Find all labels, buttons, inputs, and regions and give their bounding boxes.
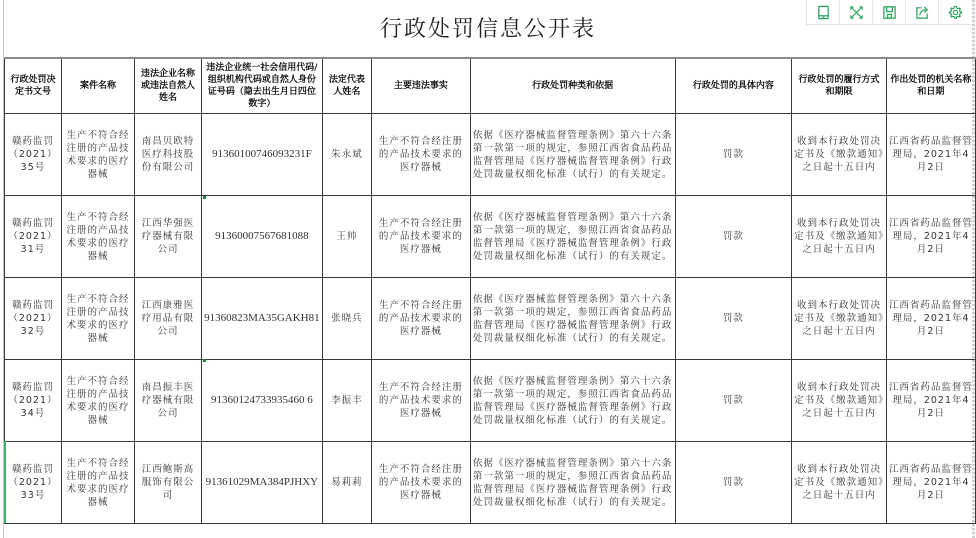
cell-party[interactable]: 江西康雅医疗用品有限公司	[134, 278, 201, 360]
save-icon	[882, 5, 897, 20]
document-title: 行政处罚信息公开表	[379, 17, 596, 42]
cell-comment-marker	[203, 359, 206, 362]
tablet-icon	[816, 5, 831, 20]
cell-authority-date[interactable]: 江西省药品监督管理局，2021年4月2日	[886, 360, 975, 442]
header-party[interactable]: 违法企业名称或违法自然人姓名	[134, 58, 201, 114]
cell-comment-marker	[203, 196, 206, 199]
cell-penalty[interactable]: 罚款	[675, 360, 791, 442]
header-credit-code[interactable]: 违法企业统一社会信用代码/组织机构代码或自然人身份证号码（隐去出生月日四位数字）	[202, 58, 323, 114]
fullscreen-button[interactable]	[840, 0, 873, 24]
cell-credit-code[interactable]: 91360823MA35GAKH81	[202, 278, 323, 360]
gear-icon	[948, 5, 963, 20]
cell-legal-rep[interactable]: 朱永斌	[322, 114, 371, 196]
cell-doc-no[interactable]: 赣药监罚（2021）32号	[5, 278, 62, 360]
cell-fulfillment[interactable]: 收到本行政处罚决定书及《缴款通知》之日起十五日内	[792, 196, 887, 278]
cell-penalty[interactable]: 罚款	[675, 196, 791, 278]
cell-doc-no[interactable]: 赣药监罚（2021）34号	[5, 360, 62, 442]
header-doc-no[interactable]: 行政处罚决定书文号	[5, 58, 62, 114]
header-facts[interactable]: 主要违法事实	[372, 58, 471, 114]
cell-fulfillment[interactable]: 收到本行政处罚决定书及《缴款通知》之日起十五日内	[792, 360, 887, 442]
tablet-view-button[interactable]	[807, 0, 840, 24]
share-button[interactable]	[906, 0, 939, 24]
cell-facts[interactable]: 生产不符合经注册的产品技术要求的医疗器械	[372, 114, 471, 196]
cell-case-name[interactable]: 生产不符合经注册的产品技术要求的医疗器械	[61, 442, 134, 524]
cell-legal-rep[interactable]: 李振丰	[322, 360, 371, 442]
header-legal-rep[interactable]: 法定代表人姓名	[322, 58, 371, 114]
header-authority-date[interactable]: 作出处罚的机关名称和日期	[886, 58, 975, 114]
expand-icon	[849, 5, 864, 20]
cell-basis[interactable]: 依据《医疗器械监督管理条例》第六十六条第一款第一项的规定，参照江西省食品药品监督管理局《医疗器械监督管理条例》行政处罚裁量权细化标准（试行）的有关规定。	[470, 360, 675, 442]
cell-facts[interactable]: 生产不符合经注册的产品技术要求的医疗器械	[372, 360, 471, 442]
cell-penalty[interactable]: 罚款	[675, 278, 791, 360]
table-row	[5, 278, 976, 360]
viewer-toolbar	[806, 0, 971, 25]
cell-fulfillment[interactable]: 收到本行政处罚决定书及《缴款通知》之日起十五日内	[792, 114, 887, 196]
cell-credit-code[interactable]: 91361029MA384PJHXY	[202, 442, 323, 524]
cell-legal-rep[interactable]: 王帅	[322, 196, 371, 278]
cell-authority-date[interactable]: 江西省药品监督管理局，2021年4月2日	[886, 196, 975, 278]
cell-case-name[interactable]: 生产不符合经注册的产品技术要求的医疗器械	[61, 114, 134, 196]
cell-legal-rep[interactable]: 易莉莉	[322, 442, 371, 524]
cell-authority-date[interactable]: 江西省药品监督管理局，2021年4月2日	[886, 442, 975, 524]
cell-party[interactable]: 南昌贝欧特医疗科技股份有限公司	[134, 114, 201, 196]
settings-button[interactable]	[939, 0, 971, 24]
cell-fulfillment[interactable]: 收到本行政处罚决定书及《缴款通知》之日起十五日内	[792, 278, 887, 360]
cell-authority-date[interactable]: 江西省药品监督管理局，2021年4月2日	[886, 278, 975, 360]
cell-credit-code[interactable]: 91360007567681088	[202, 196, 323, 278]
table-row	[5, 196, 976, 278]
cell-doc-no[interactable]: 赣药监罚（2021）33号	[5, 442, 62, 524]
table-header-row	[5, 58, 976, 114]
cell-basis[interactable]: 依据《医疗器械监督管理条例》第六十六条第一款第一项的规定，参照江西省食品药品监督管理局《医疗器械监督管理条例》行政处罚裁量权细化标准（试行）的有关规定。	[470, 196, 675, 278]
header-penalty[interactable]: 行政处罚的具体内容	[675, 58, 791, 114]
cell-basis[interactable]: 依据《医疗器械监督管理条例》第六十六条第一款第一项的规定，参照江西省食品药品监督管理局《医疗器械监督管理条例》行政处罚裁量权细化标准（试行）的有关规定。	[470, 442, 675, 524]
cell-party[interactable]: 南昌振丰医疗器械有限公司	[134, 360, 201, 442]
cell-case-name[interactable]: 生产不符合经注册的产品技术要求的医疗器械	[61, 278, 134, 360]
save-button[interactable]	[873, 0, 906, 24]
cell-facts[interactable]: 生产不符合经注册的产品技术要求的医疗器械	[372, 196, 471, 278]
cell-facts[interactable]: 生产不符合经注册的产品技术要求的医疗器械	[372, 278, 471, 360]
share-icon	[915, 5, 930, 20]
cell-doc-no[interactable]: 赣药监罚（2021）31号	[5, 196, 62, 278]
cell-penalty[interactable]: 罚款	[675, 442, 791, 524]
cell-facts[interactable]: 生产不符合经注册的产品技术要求的医疗器械	[372, 442, 471, 524]
cell-case-name[interactable]: 生产不符合经注册的产品技术要求的医疗器械	[61, 196, 134, 278]
cell-legal-rep[interactable]: 张晓兵	[322, 278, 371, 360]
cell-authority-date[interactable]: 江西省药品监督管理局，2021年4月2日	[886, 114, 975, 196]
cell-credit-code[interactable]: 91360100746093231F	[202, 114, 323, 196]
header-basis[interactable]: 行政处罚种类和依据	[470, 58, 675, 114]
cell-case-name[interactable]: 生产不符合经注册的产品技术要求的医疗器械	[61, 360, 134, 442]
cell-credit-code[interactable]: 91360124733935460 6	[202, 360, 323, 442]
table-row	[5, 114, 976, 196]
cell-fulfillment[interactable]: 收到本行政处罚决定书及《缴款通知》之日起十五日内	[792, 442, 887, 524]
table-row	[5, 360, 976, 442]
cell-basis[interactable]: 依据《医疗器械监督管理条例》第六十六条第一款第一项的规定，参照江西省食品药品监督管理局《医疗器械监督管理条例》行政处罚裁量权细化标准（试行）的有关规定。	[470, 278, 675, 360]
table-row	[5, 442, 976, 524]
cell-basis[interactable]: 依据《医疗器械监督管理条例》第六十六条第一款第一项的规定，参照江西省食品药品监督管理局《医疗器械监督管理条例》行政处罚裁量权细化标准（试行）的有关规定。	[470, 114, 675, 196]
cell-penalty[interactable]: 罚款	[675, 114, 791, 196]
cell-doc-no[interactable]: 赣药监罚（2021）35号	[5, 114, 62, 196]
header-fulfillment[interactable]: 行政处罚的履行方式和期限	[792, 58, 887, 114]
cell-party[interactable]: 江西鲍斯高服饰有限公司	[134, 442, 201, 524]
selected-row-indicator	[4, 441, 6, 523]
penalty-info-table	[4, 57, 976, 524]
cell-party[interactable]: 江西华强医疗器械有限公司	[134, 196, 201, 278]
header-case-name[interactable]: 案件名称	[61, 58, 134, 114]
